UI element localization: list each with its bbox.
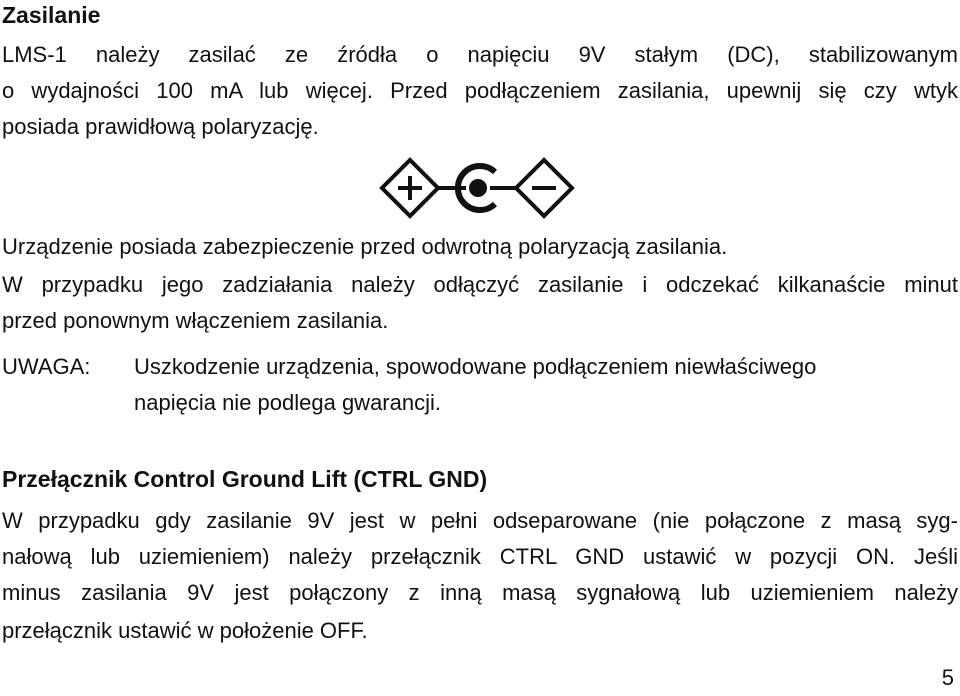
paragraph-line: LMS-1 należy zasilać ze źródła o napięciu 9V stałym (DC), stabilizowanym [2, 42, 958, 67]
warning-label: UWAGA: [2, 354, 91, 379]
paragraph-line: o wydajności 100 mA lub więcej. Przed podłączeniem zasilania, upewnij się czy wtyk [2, 78, 958, 103]
warning-text-line: Uszkodzenie urządzenia, spowodowane podłączeniem niewłaściwego [134, 354, 817, 379]
dc-polarity-center-positive-icon [378, 156, 578, 220]
paragraph-line: W przypadku gdy zasilanie 9V jest w pełni odseparowane (nie połączone z masą syg- [2, 508, 958, 533]
paragraph-line: nałową lub uziemieniem) należy przełącznik CTRL GND ustawić w pozycji ON. Jeśli [2, 544, 958, 569]
paragraph-line: minus zasilania 9V jest połączony z inną masą sygnałową lub uziemieniem należy [2, 580, 958, 605]
paragraph-line: przełącznik ustawić w położenie OFF. [2, 618, 368, 643]
paragraph-line: W przypadku jego zadziałania należy odłączyć zasilanie i odczekać kilkanaście minut [2, 272, 958, 297]
paragraph-line: Urządzenie posiada zabezpieczenie przed odwrotną polaryzacją zasilania. [2, 234, 728, 259]
section-heading-ctrl-gnd: Przełącznik Control Ground Lift (CTRL GND) [2, 466, 488, 492]
paragraph-line: posiada prawidłową polaryzację. [2, 114, 319, 139]
page-number: 5 [941, 665, 954, 690]
section-heading-power: Zasilanie [2, 2, 101, 28]
warning-text-line: napięcia nie podlega gwarancji. [134, 390, 441, 415]
paragraph-line: przed ponownym włączeniem zasilania. [2, 308, 389, 333]
